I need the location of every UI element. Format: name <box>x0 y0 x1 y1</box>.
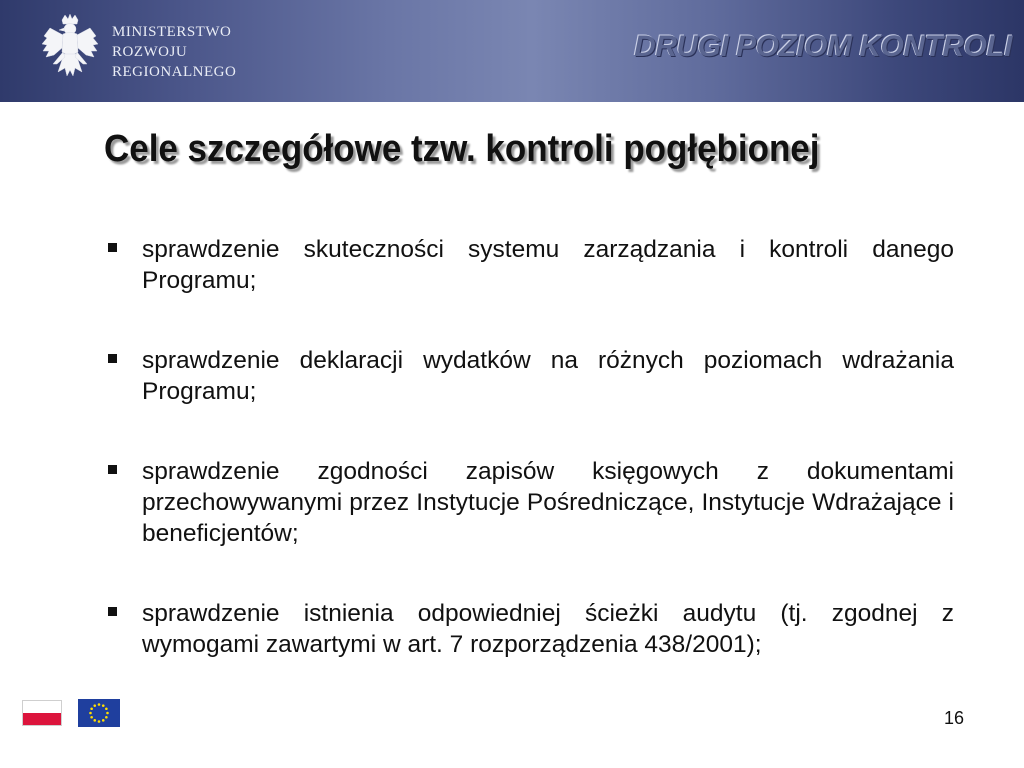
header-banner <box>0 0 1024 102</box>
bullet-text: sprawdzenie skuteczności systemu zarządzania i kontroli danego Programu; <box>142 236 954 294</box>
eu-star-icon <box>105 716 108 719</box>
bullet-item <box>104 598 954 660</box>
eu-star-icon <box>102 719 105 722</box>
eu-star-icon <box>98 720 101 723</box>
white-eagle-emblem-icon <box>38 14 102 86</box>
eu-star-icon <box>90 716 93 719</box>
eu-flag-icon <box>78 699 120 727</box>
bullet-item <box>104 234 954 296</box>
slide-title: Cele szczegółowe tzw. kontroli pogłębionej <box>104 128 820 170</box>
ministry-name <box>112 22 236 82</box>
bullet-item <box>104 456 954 549</box>
ministry-line: REGIONALNEGO <box>112 64 237 80</box>
poland-flag-icon <box>22 700 62 726</box>
eu-star-icon <box>89 712 92 715</box>
eu-star-icon <box>98 703 101 706</box>
square-bullet-icon <box>108 243 117 252</box>
square-bullet-icon <box>108 607 117 616</box>
page-number: 16 <box>943 708 964 728</box>
bullet-list <box>104 234 954 709</box>
bullet-text: sprawdzenie zgodności zapisów księgowych z dokumentami przechowywanymi przez Instytucje Pośredniczące, Instytucje Wdrażające i beneficjentów; <box>142 458 954 547</box>
bullet-text: sprawdzenie istnienia odpowiedniej ścieżki audytu (tj. zgodnej z wymogami zawartymi w art. 7 rozporządzenia 438/2001); <box>142 600 954 658</box>
bullet-text: sprawdzenie deklaracji wydatków na różnych poziomach wdrażania Programu; <box>142 347 954 405</box>
eu-star-icon <box>105 707 108 710</box>
eu-star-icon <box>93 704 96 707</box>
ministry-line: MINISTERSTWO <box>112 24 232 40</box>
eu-star-icon <box>102 704 105 707</box>
square-bullet-icon <box>108 354 117 363</box>
eu-star-icon <box>106 712 109 715</box>
square-bullet-icon <box>108 465 117 474</box>
bullet-item <box>104 345 954 407</box>
eu-star-icon <box>90 707 93 710</box>
section-title: DRUGI POZIOM KONTROLI <box>634 30 1012 63</box>
eu-star-icon <box>93 719 96 722</box>
ministry-line: ROZWOJU <box>112 44 188 60</box>
